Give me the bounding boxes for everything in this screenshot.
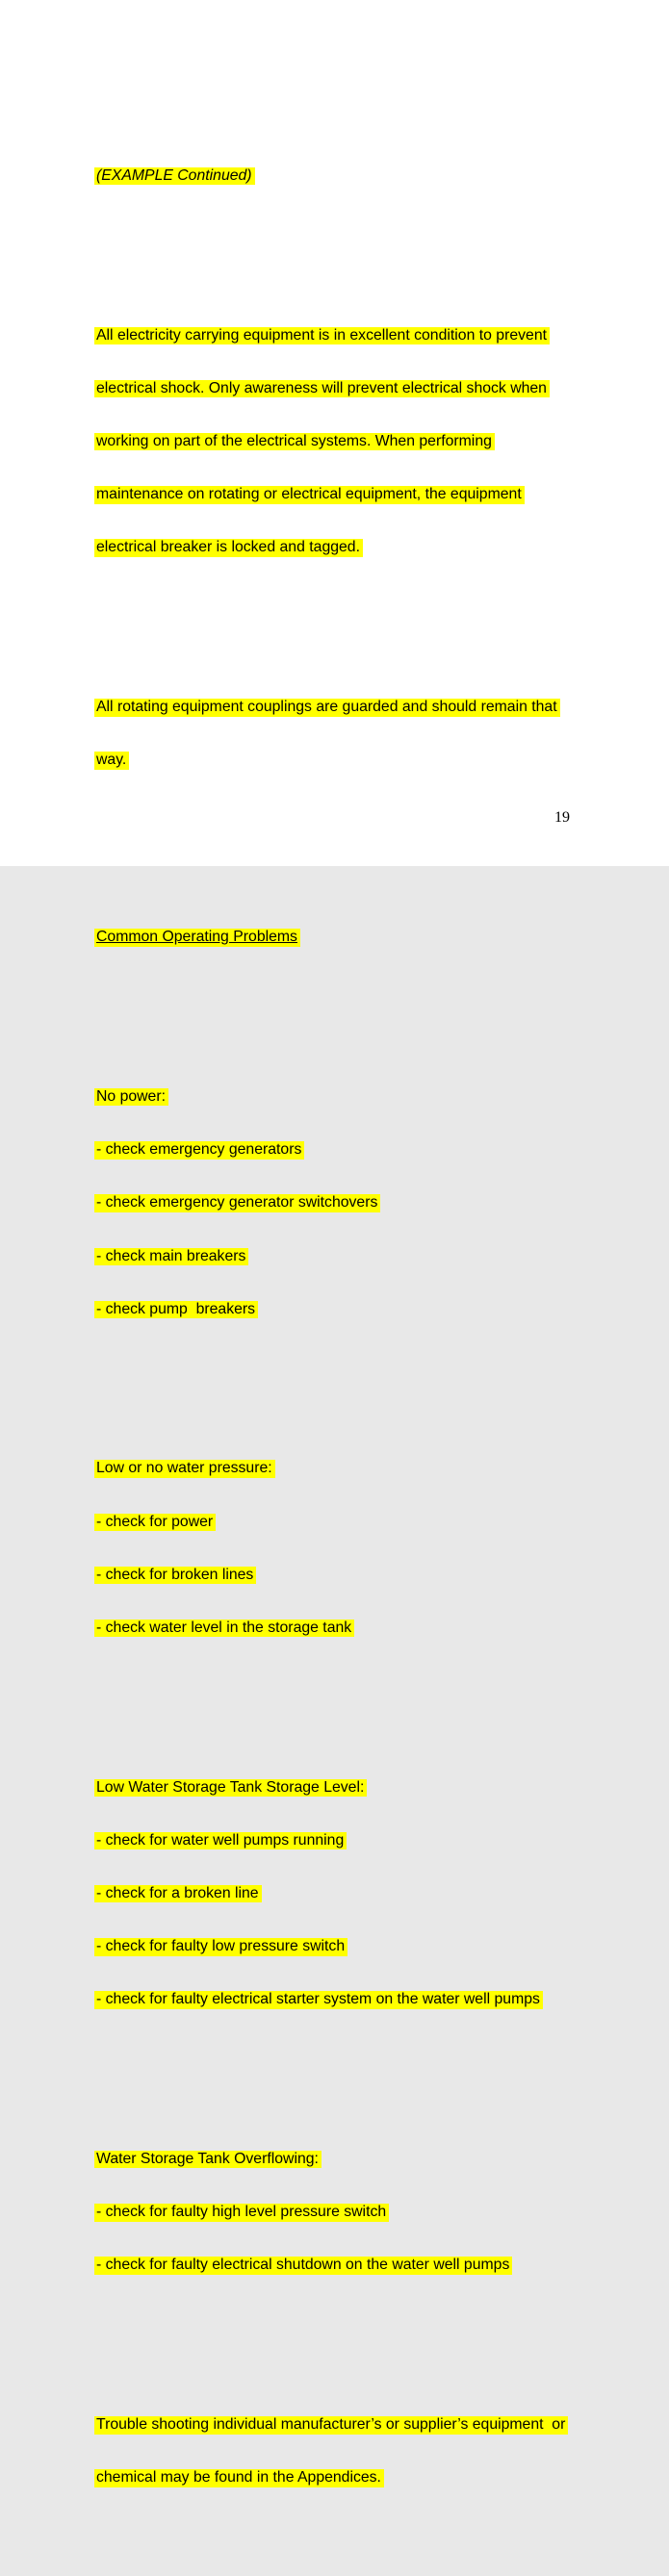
text-line xyxy=(96,167,616,185)
tank-overflowing-list xyxy=(96,2115,616,2309)
list-item xyxy=(96,1514,616,1531)
highlighted-text: All rotating equipment couplings are guarded and should remain that xyxy=(94,699,560,716)
text-line xyxy=(96,380,616,397)
highlighted-text: electrical breaker is locked and tagged. xyxy=(94,539,363,556)
list-item xyxy=(96,1301,616,1318)
highlighted-text: - check for faulty electrical starter system on the water well pumps xyxy=(94,1991,543,2008)
highlighted-text: All electricity carrying equipment is in excellent condition to prevent xyxy=(94,327,550,344)
list-item xyxy=(96,1194,616,1211)
highlighted-text: Trouble shooting individual manufacturer’s or supplier’s equipment or xyxy=(94,2416,568,2434)
highlighted-text: way. xyxy=(94,752,129,769)
text-line xyxy=(96,929,616,946)
highlighted-text: - check main breakers xyxy=(94,1248,248,1265)
list-item xyxy=(96,1938,616,1955)
highlighted-text: Common Operating Problems xyxy=(94,929,300,946)
common-operating-problems-heading xyxy=(96,894,616,982)
trouble-shooting-paragraph xyxy=(96,2381,616,2522)
electrical-safety-paragraph xyxy=(96,292,616,593)
list-heading-line xyxy=(96,1088,616,1106)
low-water-pressure-list xyxy=(96,1425,616,1673)
list-item xyxy=(96,2257,616,2274)
text-line xyxy=(96,433,616,450)
highlighted-text: working on part of the electrical systems. When performing xyxy=(94,433,495,450)
list-item xyxy=(96,1832,616,1849)
highlighted-text: maintenance on rotating or electrical equipment, the equipment xyxy=(94,486,525,503)
highlighted-text: - check for faulty electrical shutdown on the water well pumps xyxy=(94,2257,512,2274)
list-heading-line xyxy=(96,1779,616,1797)
list-item xyxy=(96,1567,616,1584)
highlighted-text: - check emergency generators xyxy=(94,1141,304,1159)
list-item xyxy=(96,1885,616,1902)
highlighted-text: - check water level in the storage tank xyxy=(94,1620,354,1637)
highlighted-text: - check pump breakers xyxy=(94,1301,258,1318)
highlighted-text: - check for a broken line xyxy=(94,1885,262,1902)
highlighted-text: - check for faulty high level pressure switch xyxy=(94,2204,389,2221)
highlighted-text: Low or no water pressure: xyxy=(94,1460,275,1477)
list-heading-line xyxy=(96,2151,616,2168)
list-item xyxy=(96,1248,616,1265)
highlighted-text: - check emergency generator switchovers xyxy=(94,1194,380,1211)
list-item xyxy=(96,1991,616,2008)
text-line xyxy=(96,752,616,769)
couplings-paragraph xyxy=(96,663,616,804)
highlighted-text: - check for water well pumps running xyxy=(94,1832,347,1849)
list-item xyxy=(96,2204,616,2221)
highlighted-text: - check for faulty low pressure switch xyxy=(94,1938,347,1955)
text-line xyxy=(96,486,616,503)
list-item xyxy=(96,1141,616,1159)
text-line xyxy=(96,2416,616,2434)
text-line xyxy=(96,2469,616,2487)
document-content xyxy=(96,79,616,2576)
highlighted-text: chemical may be found in the Appendices. xyxy=(94,2469,384,2487)
example-continued-heading xyxy=(96,132,616,220)
text-line xyxy=(96,539,616,556)
highlighted-text: No power: xyxy=(94,1088,168,1106)
list-heading-line xyxy=(96,1460,616,1477)
page-number: 19 xyxy=(554,809,570,826)
highlighted-text: (EXAMPLE Continued) xyxy=(94,167,255,185)
list-item xyxy=(96,1620,616,1637)
highlighted-text: Water Storage Tank Overflowing: xyxy=(94,2151,322,2168)
highlighted-text: Low Water Storage Tank Storage Level: xyxy=(94,1779,367,1797)
text-line xyxy=(96,327,616,344)
text-line xyxy=(96,699,616,716)
highlighted-text: electrical shock. Only awareness will prevent electrical shock when xyxy=(94,380,550,397)
low-storage-level-list xyxy=(96,1744,616,2045)
highlighted-text: - check for broken lines xyxy=(94,1567,256,1584)
no-power-list xyxy=(96,1053,616,1354)
highlighted-text: - check for power xyxy=(94,1514,216,1531)
